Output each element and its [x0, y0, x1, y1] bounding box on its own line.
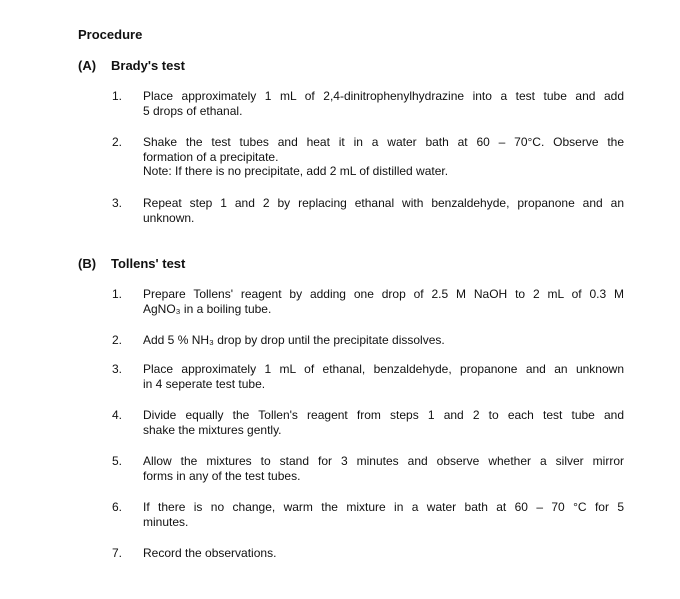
- step-number: 5.: [112, 454, 123, 468]
- section-a-title: Brady's test: [111, 58, 185, 73]
- step-text-line: Prepare Tollens' reagent by adding one drop of 2.5 M NaOH to 2 mL of 0.3 M: [143, 287, 624, 301]
- step-text-line: in 4 seperate test tube.: [143, 376, 266, 391]
- step-text-line: AgNO₃ in a boiling tube.: [143, 301, 272, 316]
- section-a-heading: [78, 58, 185, 73]
- section-b-step-2: [112, 333, 624, 348]
- step-number: 4.: [112, 408, 123, 422]
- step-text-line: Place approximately 1 mL of 2,4-dinitrophenylhydrazine into a test tube and add: [143, 89, 624, 103]
- step-text-line: If there is no change, warm the mixture in a water bath at 60 – 70 °C for 5: [143, 500, 624, 514]
- step-text-line: formation of a precipitate.: [143, 149, 279, 164]
- section-a-step-3: [112, 196, 624, 225]
- section-b-letter: (B): [78, 256, 97, 271]
- section-b-heading: [78, 256, 185, 271]
- step-text-line: shake the mixtures gently.: [143, 422, 282, 437]
- section-b-step-1: [112, 287, 624, 316]
- page-title: Procedure: [78, 27, 143, 42]
- step-number: 1.: [112, 89, 123, 103]
- step-note: Note: If there is no precipitate, add 2 mL of distilled water.: [143, 164, 449, 178]
- section-b-title: Tollens' test: [111, 256, 186, 271]
- step-number: 1.: [112, 287, 123, 301]
- step-text-line: Allow the mixtures to stand for 3 minutes and observe whether a silver mirror: [143, 454, 624, 468]
- step-number: 3.: [112, 362, 123, 376]
- step-text-line: forms in any of the test tubes.: [143, 468, 301, 483]
- step-text-line: Repeat step 1 and 2 by replacing ethanal with benzaldehyde, propanone and an: [143, 196, 624, 210]
- step-number: 6.: [112, 500, 123, 514]
- section-b-step-3: [112, 362, 624, 391]
- section-a-step-2: [112, 135, 624, 179]
- step-number: 2.: [112, 333, 123, 347]
- step-text-line: Shake the test tubes and heat it in a water bath at 60 – 70°C. Observe the: [143, 135, 624, 149]
- step-text-line: Record the observations.: [143, 546, 277, 560]
- step-text-line: 5 drops of ethanal.: [143, 103, 243, 118]
- step-number: 2.: [112, 135, 123, 149]
- step-text-line: Divide equally the Tollen's reagent from steps 1 and 2 to each test tube and: [143, 408, 624, 422]
- section-a-letter: (A): [78, 58, 97, 73]
- section-b-step-7: [112, 546, 624, 561]
- section-b-step-6: [112, 500, 624, 529]
- section-b-step-4: [112, 408, 624, 437]
- step-text-line: unknown.: [143, 210, 195, 225]
- section-b-step-5: [112, 454, 624, 483]
- section-a-step-1: [112, 89, 624, 118]
- step-text-line: Add 5 % NH₃ drop by drop until the precipitate dissolves.: [143, 333, 445, 347]
- step-text-line: Place approximately 1 mL of ethanal, benzaldehyde, propanone and an unknown: [143, 362, 624, 376]
- step-text-line: minutes.: [143, 514, 189, 529]
- step-number: 7.: [112, 546, 123, 560]
- step-number: 3.: [112, 196, 123, 210]
